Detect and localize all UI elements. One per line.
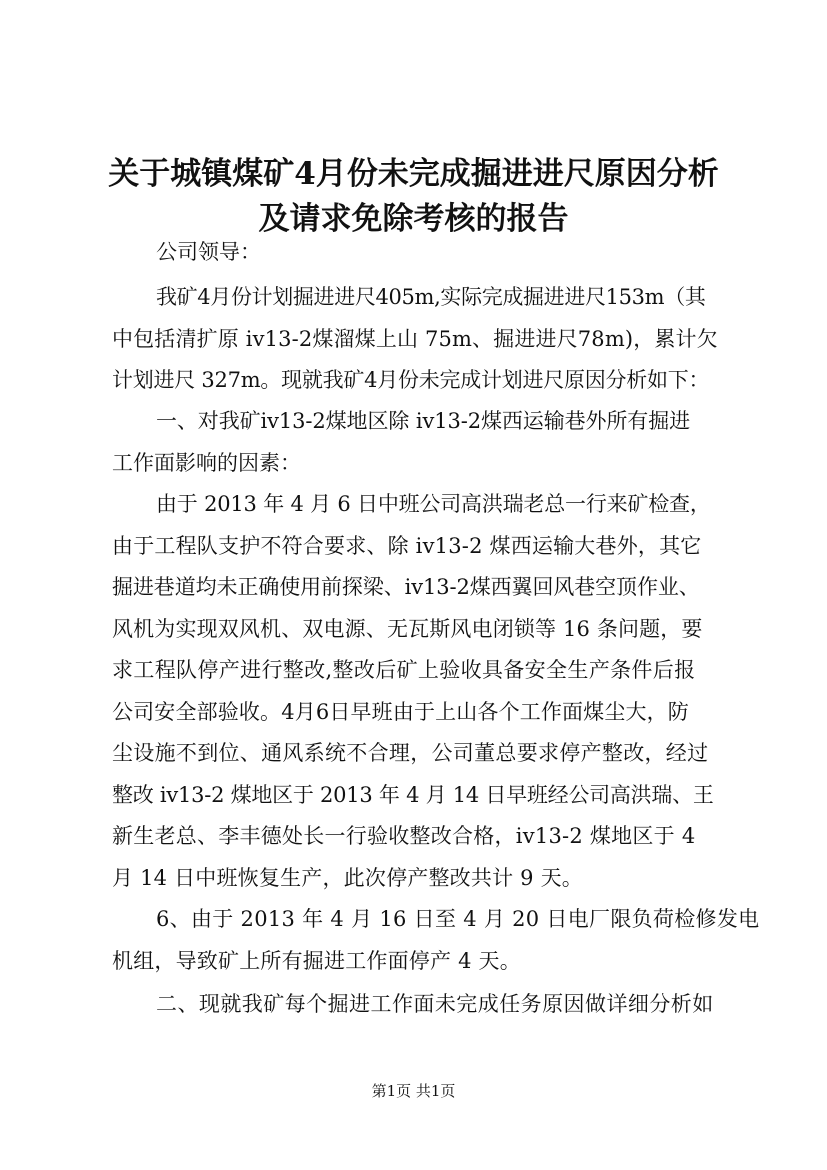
page-number-footer: 第1页 共1页 <box>371 1082 456 1100</box>
paragraph-line: 尘设施不到位、通风系统不合理，公司董总要求停产整改，经过 <box>112 741 709 765</box>
salutation: 公司领导： <box>156 240 261 264</box>
paragraph-line: 风机为实现双风机、双电源、无瓦斯风电闭锁等 16 条问题，要 <box>112 617 703 641</box>
paragraph-line: 整改 iv13-2 煤地区于 2013 年 4 月 14 日早班经公司高洪瑞、王 <box>112 783 714 807</box>
paragraph-line: 月 14 日中班恢复生产，此次停产整改共计 9 天。 <box>112 866 583 890</box>
paragraph-line: 我矿4月份计划掘进进尺405m,实际完成掘进进尺153m（其 <box>156 285 706 309</box>
paragraph-line: 6、由于 2013 年 4 月 16 日至 4 月 20 日电厂限负荷检修发电 <box>156 907 760 931</box>
paragraph-line: 机组，导致矿上所有掘进工作面停产 4 天。 <box>112 949 521 973</box>
document-title-line-1: 关于城镇煤矿4月份未完成掘进进尺原因分析 <box>108 156 719 192</box>
paragraph-line: 掘进巷道均未正确使用前探梁、iv13-2煤西翼回风巷空顶作业、 <box>112 575 700 599</box>
paragraph-line: 公司安全部验收。4月6日早班由于上山各个工作面煤尘大，防 <box>112 700 689 724</box>
paragraph-line: 由于 2013 年 4 月 6 日中班公司高洪瑞老总一行来矿检查， <box>156 492 711 516</box>
section-heading-line: 二、现就我矿每个掘进工作面未完成任务原因做详细分析如 <box>156 992 714 1016</box>
section-heading-line: 一、对我矿iv13-2煤地区除 iv13-2煤西运输巷外所有掘进 <box>156 409 690 433</box>
paragraph-line: 求工程队停产进行整改,整改后矿上验收具备安全生产条件后报 <box>112 658 696 682</box>
section-heading-line: 工作面影响的因素： <box>112 451 301 475</box>
paragraph-line: 由于工程队支护不符合要求、除 iv13-2 煤西运输大巷外，其它 <box>112 534 702 558</box>
paragraph-line: 中包括清扩原 iv13-2煤溜煤上山 75m、掘进进尺78m)，累计欠 <box>112 327 718 351</box>
paragraph-line: 计划进尺 327m。现就我矿4月份未完成计划进尺原因分析如下： <box>112 368 710 392</box>
document-title-line-2: 及请求免除考核的报告 <box>258 201 569 237</box>
paragraph-line: 新生老总、李丰德处长一行验收整改合格，iv13-2 煤地区于 4 <box>112 824 696 848</box>
